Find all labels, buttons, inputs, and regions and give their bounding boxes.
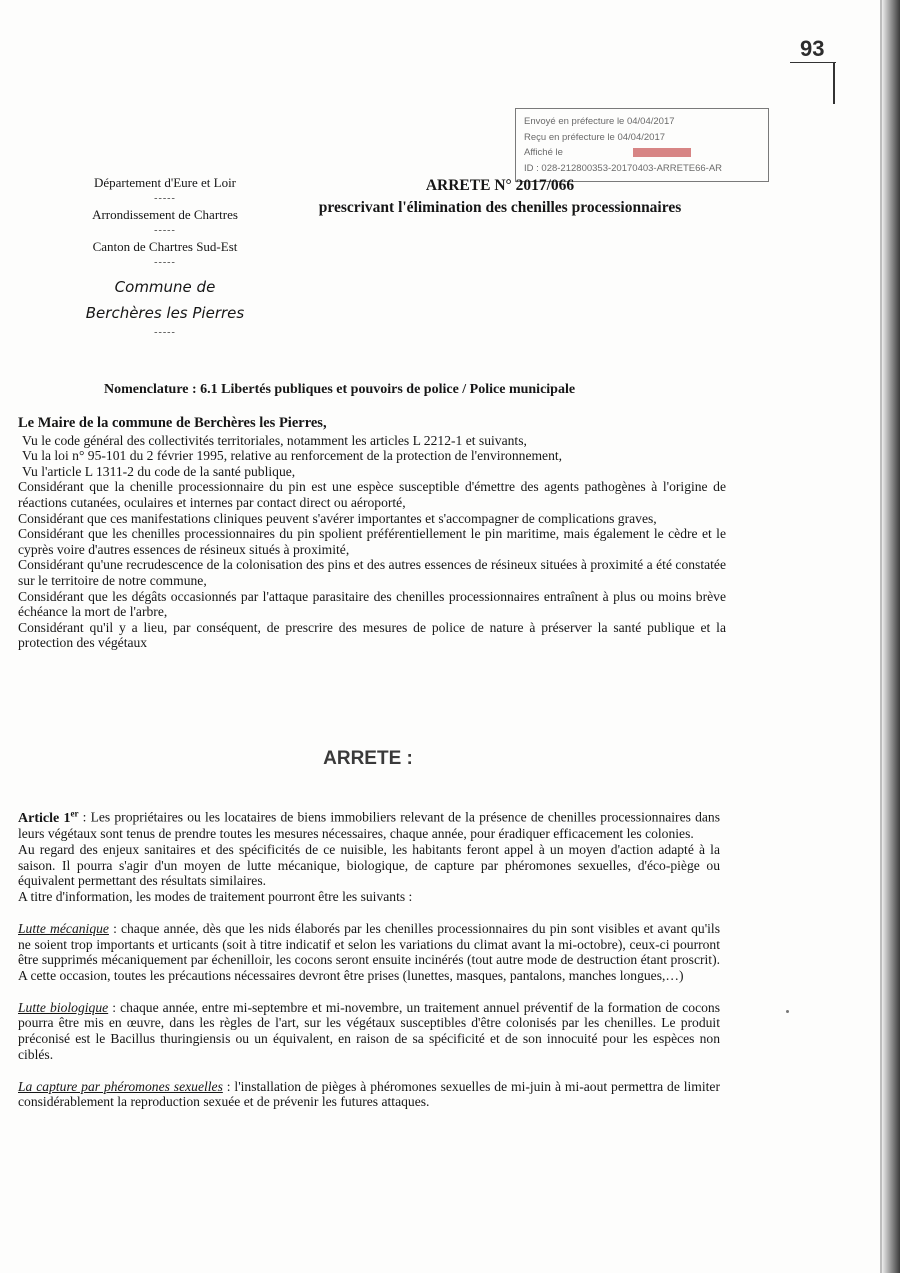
lutte-biologique-para (18, 1000, 720, 1063)
nomenclature: Nomenclature : 6.1 Libertés publiques et pouvoirs de police / Police municipale (104, 382, 576, 397)
arrete-heading: ARRETE : (323, 748, 413, 769)
page-number-bracket (833, 62, 835, 104)
stamp-red-seal (633, 148, 691, 157)
stamp-sent: Envoyé en préfecture le 04/04/2017 (524, 116, 675, 127)
canton: Canton de Chartres Sud-Est (92, 239, 238, 254)
preamble-item: Vu l'article L 1311-2 du code de la santé publique, (22, 463, 296, 479)
stamp-received: Reçu en préfecture le 04/04/2017 (524, 131, 666, 143)
arrete-subtitle: prescrivant l'élimination des chenilles processionnaires (318, 199, 682, 216)
preamble-item: Considérant qu'une recrudescence de la colonisation des pins et des autres essences de résineux situées à proximité a été constatée sur le territoire de notre commune, (18, 557, 726, 588)
preamble-item: Considérant que les chenilles processionnaires du pin spolient préférentiellement le pin maritime, mais également le cèdre et le cyprès voire d'autres essences de résineux situés à proximité, (18, 526, 726, 557)
separator: ----- (154, 225, 176, 236)
capture-para (18, 1079, 720, 1110)
page-number-rule (790, 62, 836, 63)
lutte-mecanique-para (18, 921, 720, 984)
scan-speck (786, 1010, 789, 1013)
separator: ----- (154, 193, 176, 204)
administrative-header (40, 174, 290, 340)
lutte-mecanique-text: : chaque année, dès que les nids élaborés par les chenilles processionnaires du pin sont visibles et avant qu'ils ne soient trop importants et urticants (soit à titre indicatif et selon les variations du climat avant la mi-octobre), ceux-ci pourront être supprimés mécaniquement par échenilloir, les cocons seront ensuite incinérés (tout autre mode de destruction étant proscrit). A cette occasion, toutes les précautions nécessaires devront être prises (lunettes, masques, pantalons, manches longues,…) (18, 920, 720, 983)
arrete-title (270, 175, 730, 219)
preamble-item: Considérant que les dégâts occasionnés par l'attaque parasitaire des chenilles processionnaires entraînent à plus ou moins brève échéance la mort de l'arbre, (18, 588, 726, 620)
article-1-para-3: A titre d'information, les modes de traitement pourront être les suivants : (18, 889, 413, 905)
article-1-para (18, 806, 720, 842)
maire-line: Le Maire de la commune de Berchères les Pierres, (18, 415, 327, 431)
lutte-biologique-text: : chaque année, entre mi-septembre et mi-novembre, un traitement annuel préventif de la formation de cocons pourra être mis en œuvre, dans les règles de l'art, sur les végétaux susceptibles d'être colonisés par les chenilles. Le produit préconisé est le Bacillus thuringiensis ou un équivalent, en raison de sa spécificité et de son innocuité pour les espèces non ciblés. (18, 999, 720, 1062)
capture-text: : l'installation de pièges à phéromones sexuelles de mi-juin à mi-aout permettra de limiter considérablement la reproduction sexuée et de prévenir les futures attaques. (18, 1078, 720, 1110)
stamp-posted-label: Affiché le (524, 147, 563, 158)
separator: ----- (154, 327, 176, 338)
prefecture-stamp (515, 108, 769, 182)
commune-line-1: Commune de (114, 278, 216, 296)
preamble-item: Vu le code général des collectivités territoriales, notamment les articles L 2212-1 et suivants, (22, 432, 527, 448)
article-1-label: Article 1er (18, 808, 79, 826)
capture-label: La capture par phéromones sexuelles (18, 1078, 223, 1094)
commune-line-2: Berchères les Pierres (85, 304, 245, 322)
article-1-text: Les propriétaires ou les locataires de biens immobiliers relevant de la présence de chenilles processionnaires dans leurs végétaux sont tenus de prendre toutes les mesures nécessaires, chaque année, pour éradiquer efficacement les colonies. (18, 809, 720, 842)
scan-edge-shadow (882, 0, 900, 1273)
arrondissement: Arrondissement de Chartres (92, 207, 238, 222)
arrete-number: ARRETE N° 2017/066 (425, 177, 575, 194)
departement: Département d'Eure et Loir (93, 175, 237, 190)
page-number: 93 (800, 36, 825, 61)
preamble (18, 416, 726, 651)
articles-body (18, 806, 720, 1110)
separator: ----- (154, 257, 176, 268)
stamp-id: ID : 028-212800353-20170403-ARRETE66-AR (524, 162, 723, 174)
commune-name (40, 274, 290, 326)
lutte-mecanique-label: Lutte mécanique (18, 920, 109, 936)
preamble-item: Considérant qu'il y a lieu, par conséquent, de prescrire des mesures de police de nature à préserver la santé publique et la protection des végétaux (18, 619, 726, 651)
preamble-item: Considérant que la chenille processionnaire du pin est une espèce susceptible d'émettre des agents pathogènes à l'origine de réactions cutanées, oculaires et internes par contact direct ou aéroporté, (18, 479, 726, 510)
stamp-posted (524, 145, 768, 161)
scan-edge-line (880, 0, 882, 1273)
lutte-biologique-label: Lutte biologique (18, 999, 109, 1015)
article-1-para-2: Au regard des enjeux sanitaires et des spécificités de ce nuisible, les habitants feront appel à un moyen d'action adapté à la saison. Il pourra s'agir d'un moyen de lutte mécanique, biologique, de capture par phéromones sexuelles, d'éco-piège ou équivalent permettant des résultats similaires. (18, 842, 720, 889)
article-1-sep: : (78, 809, 91, 825)
preamble-item: Considérant que ces manifestations cliniques peuvent s'avérer importantes et s'accompagner de complications graves, (18, 510, 657, 526)
preamble-item: Vu la loi n° 95-101 du 2 février 1995, relative au renforcement de la protection de l'environnement, (22, 448, 563, 464)
